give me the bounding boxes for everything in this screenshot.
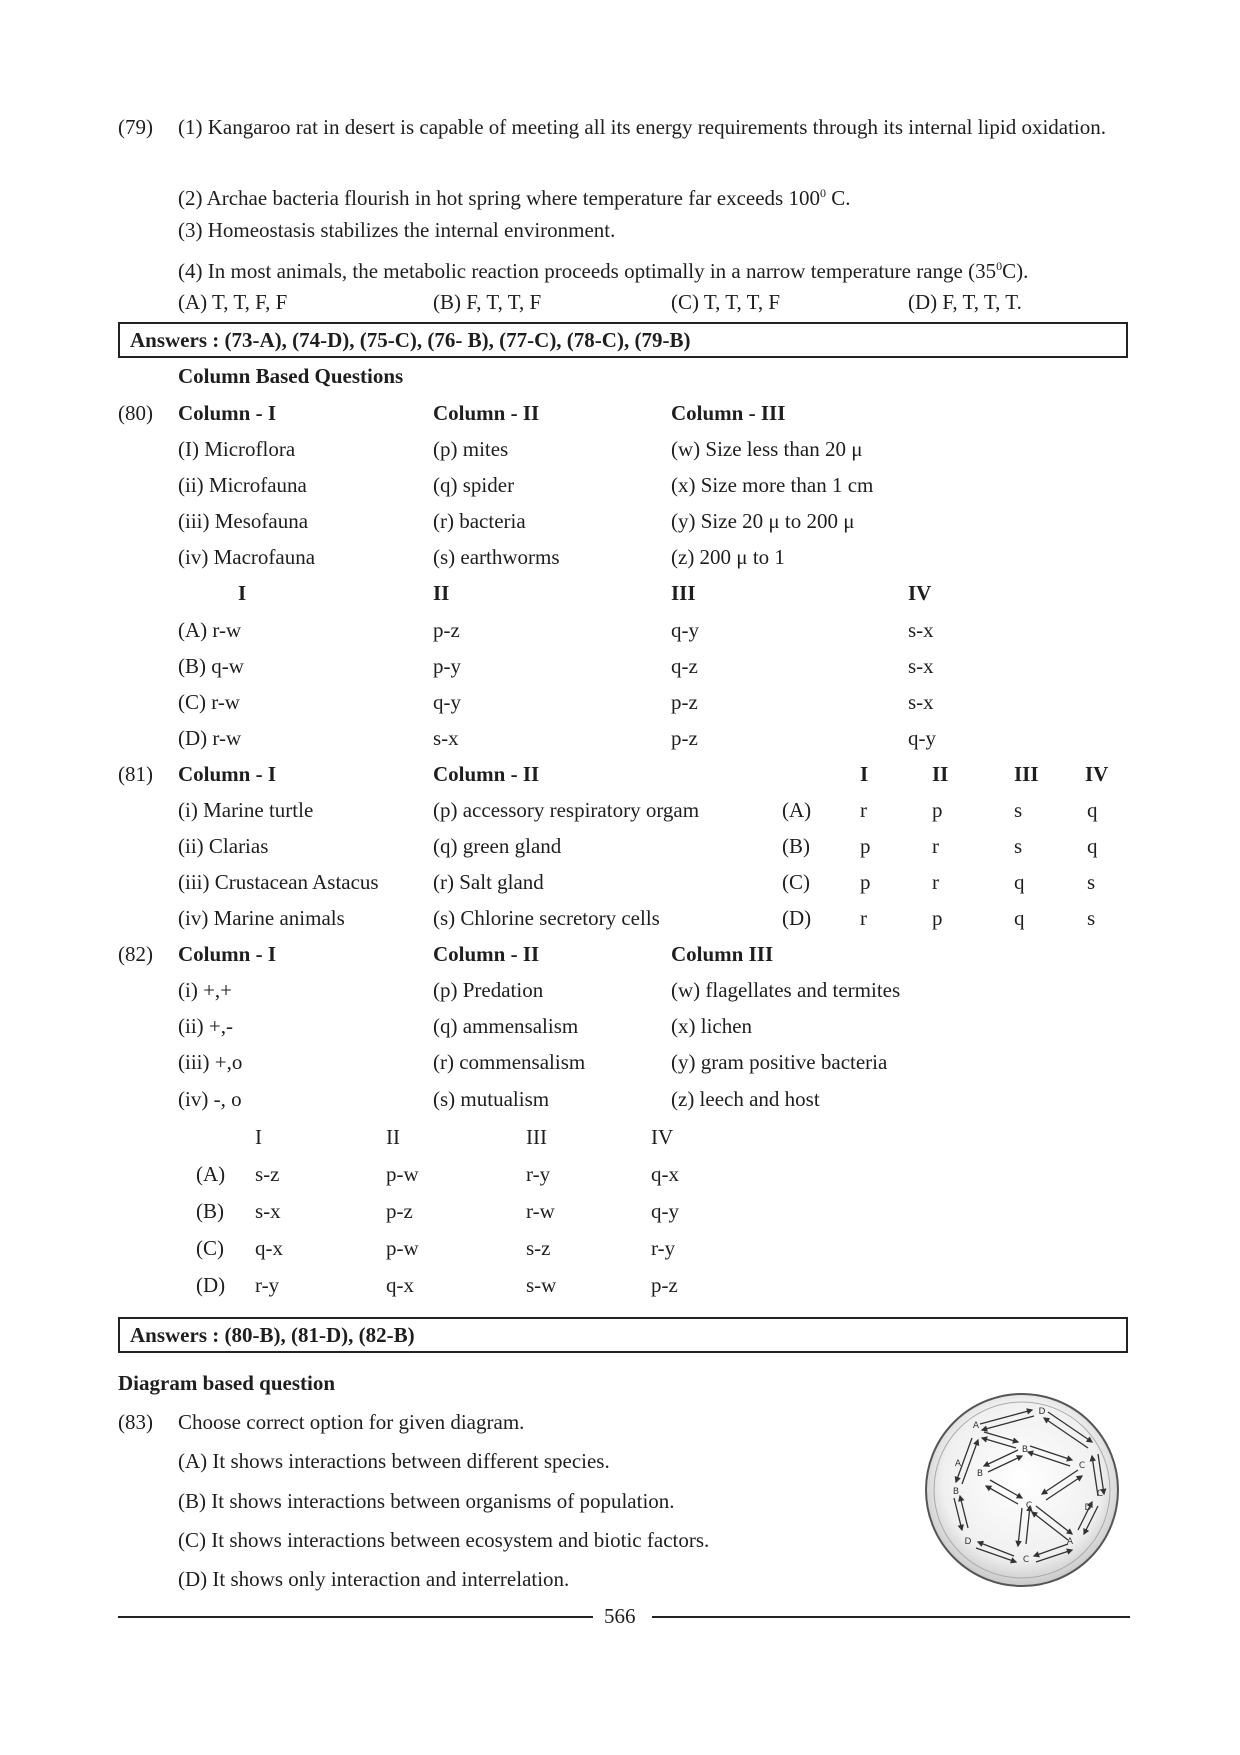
q80-opt-header-2: II (433, 581, 450, 605)
q82-optD-1: r-y (255, 1273, 280, 1297)
diagram-node-label: A (1066, 1537, 1074, 1547)
diagram-node-label: C (1096, 1489, 1104, 1499)
q81-opt-header-4: IV (1085, 762, 1109, 786)
diagram-node-label: C (1022, 1555, 1030, 1565)
q81-row3-v2: r (932, 870, 939, 894)
q81-row4-col2: (s) Chlorine secretory cells (433, 906, 660, 930)
diagram-node-label: B (952, 1487, 960, 1497)
q82-optD-label: (D) (196, 1273, 226, 1297)
q80-row4-col3: (z) 200 μ to 1 (671, 545, 785, 569)
diagram-node-label: D (1084, 1503, 1092, 1513)
q82-optA-2: p-w (386, 1162, 419, 1186)
q80-row2-col3: (x) Size more than 1 cm (671, 473, 874, 497)
q81-row4-v4: s (1087, 906, 1096, 930)
q81-row1-v2: p (932, 798, 943, 822)
q81-number: (81) (118, 762, 153, 786)
q82-header-col3: Column III (671, 942, 774, 966)
q80-header-col3: Column - III (671, 401, 786, 425)
q82-opt-header-4: IV (651, 1125, 674, 1149)
q82-row3-col2: (r) commensalism (433, 1050, 586, 1074)
q81-row1-v1: r (860, 798, 867, 822)
q80-row1-col3: (w) Size less than 20 μ (671, 437, 863, 461)
q81-row4-v2: p (932, 906, 943, 930)
q80-optC-2: q-y (433, 690, 461, 714)
q82-optD-3: s-w (526, 1273, 557, 1297)
q82-row2-col2: (q) ammensalism (433, 1014, 579, 1038)
q80-optB-2: p-y (433, 654, 461, 678)
q82-optA-3: r-y (526, 1162, 551, 1186)
q83-option-b: (B) It shows interactions between organisms of population. (178, 1489, 675, 1513)
q79-option-d: (D) F, T, T, T. (908, 290, 1022, 314)
q82-optD-2: q-x (386, 1273, 414, 1297)
q80-optB-1: (B) q-w (178, 654, 244, 678)
q82-optC-1: q-x (255, 1236, 283, 1260)
q79-statement-3: (3) Homeostasis stabilizes the internal environment. (178, 218, 616, 242)
q81-row3-v3: q (1014, 870, 1025, 894)
q80-row4-col2: (s) earthworms (433, 545, 560, 569)
q82-opt-header-1: I (255, 1125, 262, 1149)
q80-optD-3: p-z (671, 726, 698, 750)
q81-row3-opt: (C) (782, 870, 810, 894)
q82-optD-4: p-z (651, 1273, 678, 1297)
footer-rule-left (118, 1616, 593, 1618)
q81-row1-opt: (A) (782, 798, 812, 822)
footer-rule-right (652, 1616, 1130, 1618)
q81-row4-col1: (iv) Marine animals (178, 906, 345, 930)
q82-optA-4: q-x (651, 1162, 679, 1186)
q82-row1-col2: (p) Predation (433, 978, 544, 1002)
q79-number: (79) (118, 115, 153, 139)
diagram-node-label: A (954, 1459, 962, 1469)
diagram-node-label: B (976, 1469, 984, 1479)
q82-optB-4: q-y (651, 1199, 679, 1223)
q79-statement-4: (4) In most animals, the metabolic reaction proceeds optimally in a narrow temperature range $(35^0C)$. (178, 259, 1029, 283)
q80-optC-1: (C) r-w (178, 690, 240, 714)
q83-option-d: (D) It shows only interaction and interrelation. (178, 1567, 570, 1591)
q82-optC-4: r-y (651, 1236, 676, 1260)
q81-row2-v3: s (1014, 834, 1023, 858)
q82-optC-3: s-z (526, 1236, 551, 1260)
q80-row3-col3: (y) Size 20 μ to 200 μ (671, 509, 855, 533)
diagram-node-label: D (1038, 1407, 1046, 1417)
q80-optB-3: q-z (671, 654, 698, 678)
q81-row2-v2: r (932, 834, 939, 858)
q82-row4-col2: (s) mutualism (433, 1087, 550, 1111)
q80-optA-2: p-z (433, 618, 460, 642)
q83-question: Choose correct option for given diagram. (178, 1410, 525, 1434)
q80-opt-header-3: III (671, 581, 696, 605)
q82-optC-2: p-w (386, 1236, 419, 1260)
q80-opt-header-4: IV (908, 581, 932, 605)
q82-optC-label: (C) (196, 1236, 224, 1260)
column-based-heading: Column Based Questions (178, 364, 404, 388)
q80-optD-4: q-y (908, 726, 936, 750)
page-number: 566 (604, 1604, 636, 1628)
q82-row2-col1: (ii) +,- (178, 1014, 233, 1038)
diagram-node-label: C (1078, 1461, 1086, 1471)
q83-option-a: (A) It shows interactions between different species. (178, 1449, 610, 1473)
q80-optA-3: q-y (671, 618, 699, 642)
q80-row2-col1: (ii) Microfauna (178, 473, 307, 497)
q80-opt-header-1: I (238, 581, 247, 605)
q80-row4-col1: (iv) Macrofauna (178, 545, 316, 569)
q81-row1-v3: s (1014, 798, 1023, 822)
q83-number: (83) (118, 1410, 153, 1434)
q80-optC-4: s-x (908, 690, 934, 714)
q83-option-c: (C) It shows interactions between ecosystem and biotic factors. (178, 1528, 710, 1552)
interaction-diagram (922, 1390, 1122, 1590)
q80-header-col1: Column - I (178, 401, 277, 425)
q80-optB-4: s-x (908, 654, 934, 678)
diagram-node-label: A (972, 1421, 980, 1431)
q82-row1-col1: (i) +,+ (178, 978, 233, 1002)
q82-row4-col1: (iv) -, o (178, 1087, 242, 1111)
q82-optA-1: s-z (255, 1162, 280, 1186)
q80-optD-1: (D) r-w (178, 726, 242, 750)
q81-row1-col1: (i) Marine turtle (178, 798, 314, 822)
answers-box-2: Answers : (80-B), (81-D), (82-B) (118, 1317, 1128, 1353)
answers-box-1: Answers : (73-A), (74-D), (75-C), (76- B), (77-C), (78-C), (79-B) (118, 322, 1128, 358)
q82-optB-1: s-x (255, 1199, 281, 1223)
q81-row4-v1: r (860, 906, 867, 930)
q79-statement-1: (1) Kangaroo rat in desert is capable of meeting all its energy requirements through its internal lipid oxidation. (178, 115, 1107, 139)
diagram-node-label: B (1021, 1445, 1029, 1455)
q81-row1-v4: q (1087, 798, 1098, 822)
q82-header-col1: Column - I (178, 942, 277, 966)
q82-number: (82) (118, 942, 153, 966)
q80-row3-col2: (r) bacteria (433, 509, 526, 533)
q81-row2-opt: (B) (782, 834, 810, 858)
q81-row3-col2: (r) Salt gland (433, 870, 544, 894)
q81-header-col2: Column - II (433, 762, 540, 786)
q80-optD-2: s-x (433, 726, 459, 750)
q81-row3-v1: p (860, 870, 871, 894)
q82-row3-col1: (iii) +,o (178, 1050, 243, 1074)
q82-optB-label: (B) (196, 1199, 224, 1223)
q80-row2-col2: (q) spider (433, 473, 515, 497)
q81-opt-header-3: III (1014, 762, 1039, 786)
q80-row1-col2: (p) mites (433, 437, 509, 461)
q82-row3-col3: (y) gram positive bacteria (671, 1050, 888, 1074)
q79-option-c: (C) T, T, T, F (671, 290, 781, 314)
q81-row4-opt: (D) (782, 906, 812, 930)
q81-row4-v3: q (1014, 906, 1025, 930)
q80-optA-1: (A) r-w (178, 618, 242, 642)
diagram-based-heading: Diagram based question (118, 1371, 336, 1395)
q80-header-col2: Column - II (433, 401, 540, 425)
q82-header-col2: Column - II (433, 942, 540, 966)
diagram-node-label: C (1025, 1501, 1033, 1511)
q82-row4-col3: (z) leech and host (671, 1087, 820, 1111)
q82-row1-col3: (w) flagellates and termites (671, 978, 901, 1002)
q81-row1-col2: (p) accessory respiratory orgam (433, 798, 700, 822)
q81-opt-header-1: I (860, 762, 869, 786)
q79-option-b: (B) F, T, T, F (433, 290, 542, 314)
q82-opt-header-3: III (526, 1125, 547, 1149)
q80-optA-4: s-x (908, 618, 934, 642)
q81-row2-col1: (ii) Clarias (178, 834, 269, 858)
diagram-node-label: D (964, 1537, 972, 1547)
q82-optA-label: (A) (196, 1162, 226, 1186)
q79-statement-2: (2) Archae bacteria flourish in hot spring where temperature far exceeds $100^0$ C. (178, 186, 851, 210)
q81-row3-col1: (iii) Crustacean Astacus (178, 870, 379, 894)
q80-row3-col1: (iii) Mesofauna (178, 509, 309, 533)
q82-row2-col3: (x) lichen (671, 1014, 753, 1038)
q81-header-col1: Column - I (178, 762, 277, 786)
q81-row3-v4: s (1087, 870, 1096, 894)
q81-row2-v4: q (1087, 834, 1098, 858)
q79-option-a: (A) T, T, F, F (178, 290, 288, 314)
q82-optB-2: p-z (386, 1199, 413, 1223)
q82-opt-header-2: II (386, 1125, 400, 1149)
q81-row2-col2: (q) green gland (433, 834, 562, 858)
q82-optB-3: r-w (526, 1199, 555, 1223)
q80-optC-3: p-z (671, 690, 698, 714)
q81-opt-header-2: II (932, 762, 949, 786)
q81-row2-v1: p (860, 834, 871, 858)
q80-row1-col1: (I) Microflora (178, 437, 296, 461)
q80-number: (80) (118, 401, 153, 425)
